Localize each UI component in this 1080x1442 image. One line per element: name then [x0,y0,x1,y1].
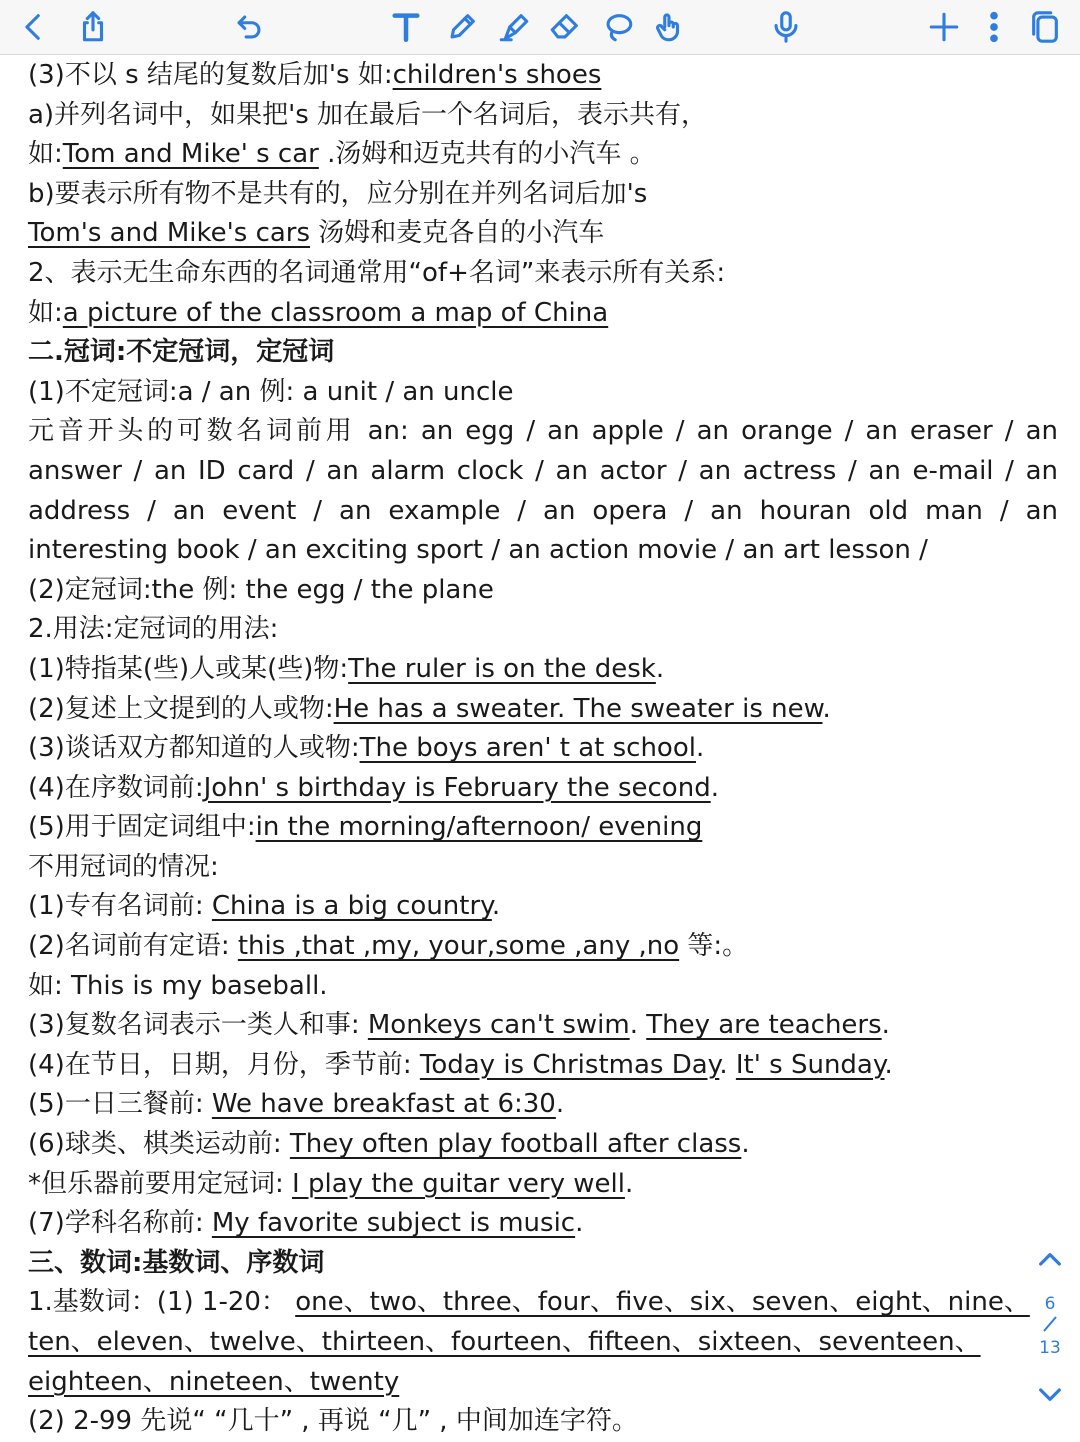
line-text: (3)复数名词表示一类人和事: [28,1010,368,1041]
note-line [28,927,1058,967]
note-line [28,808,1058,848]
line-text: 不用冠词的情况: [28,851,219,882]
note-line [28,1046,1058,1086]
note-line [28,769,1058,809]
lasso-icon[interactable] [596,5,640,49]
line-text: (1)专有名词前: [28,891,212,922]
line-text: *但乐器前要用定冠词: [28,1168,293,1199]
line-text: a)并列名词中，如果把's 加在最后一个名词后，表示共有， [28,99,708,130]
line-text: 三、数词:基数词、序数词 [28,1247,325,1278]
underlined-example: one、two、three、four、five、six、seven、eight、nine、 [295,1287,1030,1318]
underlined-example: in the morning/afternoon/ evening [255,812,703,843]
line-text: 二.冠词:不定冠词，定冠词 [28,337,335,368]
note-line [28,452,1058,492]
underlined-example: My favorite subject is music [211,1208,576,1239]
underlined-example: Tom's and Mike's cars [28,218,311,249]
note-line [28,1085,1058,1125]
line-text: . [884,1049,893,1080]
total-pages-number: 13 [1039,1338,1061,1358]
underlined-example: We have breakfast at 6:30 [211,1089,556,1120]
toolbar [0,0,1080,55]
eraser-icon[interactable] [543,5,587,49]
line-text: (4)在节日，日期，月份，季节前: [28,1049,420,1080]
line-text: . [624,1168,634,1199]
line-text: 等:。 [679,931,749,962]
note-line [28,887,1058,927]
note-line [28,412,1058,452]
line-text: 元音开头的可数名词前用 an: an egg / an apple / an orange / an eraser / an [28,416,1058,447]
line-text: 如: [28,297,63,328]
line-text: (3)谈话双方都知道的人或物: [28,733,360,764]
line-text: address / an event / an example / an opera / an houran old man / an [28,495,1058,526]
note-line [28,967,1058,1007]
note-line [28,1125,1058,1165]
line-text: 2.用法:定冠词的用法: [28,614,279,645]
line-text: . [710,772,719,803]
note-line [28,690,1058,730]
underlined-example: The boys aren' t at school [359,733,696,764]
line-text: 1.基数词：(1) 1-20： [28,1287,296,1318]
text-tool-icon[interactable] [384,5,428,49]
line-text: (5)用于固定词组中: [28,812,256,843]
note-line [28,571,1058,611]
line-text: . [491,891,501,922]
pages-icon[interactable] [1023,5,1067,49]
note-line [28,56,1058,96]
line-text: 如: This is my baseball. [28,970,328,1001]
underlined-example: Today is Christmas Day [419,1049,720,1080]
line-text: interesting book / an exciting sport / an action movie / an art lesson / [28,535,928,566]
page-navigator [1030,1240,1070,1410]
line-text: (2)名词前有定语: [28,931,238,962]
line-text: 如: [28,139,63,170]
note-line [28,1006,1058,1046]
note-line [28,492,1058,532]
note-line [28,1283,1058,1323]
underlined-example: this ,that ,my, your,some ,any ,no [237,931,680,962]
line-text: . [741,1129,750,1160]
note-line [28,135,1058,175]
note-content [28,56,1058,1442]
line-text: (1)不定冠词:a / an 例: a unit / an uncle [28,376,514,407]
back-icon[interactable] [12,5,56,49]
line-text: (2) 2-99 先说“ “几十” , 再说 “几” , 中间加连字符。 [28,1406,638,1437]
underlined-example: John' s birthday is February the second [203,772,711,803]
underlined-example: ten、eleven、twelve、thirteen、fourteen、fifteen、sixteen、seventeen、 [28,1327,981,1357]
add-icon[interactable] [922,5,966,49]
note-line [28,1323,1058,1363]
line-text: .汤姆和迈克共有的小汽车 。 [318,139,656,170]
microphone-icon[interactable] [764,5,808,49]
underlined-example: a picture of the classroom a map of China [62,297,609,328]
line-text: . [575,1208,584,1239]
underlined-example: Monkeys can't swim [367,1010,630,1041]
line-text: . [695,733,705,764]
note-line [28,373,1058,413]
note-line [28,729,1058,769]
note-line [28,175,1058,215]
note-line [28,848,1058,888]
highlighter-icon[interactable] [492,5,536,49]
underlined-example: I play the guitar very well [292,1168,625,1199]
note-line [28,610,1058,650]
hand-pointer-icon[interactable] [647,5,691,49]
underlined-example: The ruler is on the desk [348,653,656,684]
page-separator [1040,1314,1060,1334]
note-line [28,1204,1058,1244]
note-line [28,1402,1058,1442]
underlined-example: Tom and Mike' s car [62,139,319,170]
line-text: . [881,1010,890,1041]
underlined-example: eighteen、nineteen、twenty [28,1366,400,1397]
chevron-up-icon[interactable] [1034,1244,1066,1276]
note-line [28,650,1058,690]
underlined-example: They are teachers [646,1010,882,1041]
line-text: b)要表示所有物不是共有的，应分别在并列名词后加's [28,178,648,209]
line-text: (2)复述上文提到的人或物: [28,693,334,724]
note-line [28,96,1058,136]
note-line [28,294,1058,334]
section-heading [28,1244,1058,1284]
line-text: . [555,1089,565,1120]
line-text: (2)定冠词:the 例: the egg / the plane [28,574,494,605]
line-text: answer / an ID card / an alarm clock / an actor / an actress / an e-mail / an [28,455,1058,486]
line-text: (5)一日三餐前: [28,1089,212,1120]
note-line [28,531,1058,571]
undo-icon[interactable] [227,5,271,49]
line-text: (1)特指某(些)人或某(些)物: [28,653,349,684]
share-icon[interactable] [71,5,115,49]
note-line [28,214,1058,254]
note-line [28,1363,1058,1403]
chevron-down-icon[interactable] [1034,1378,1066,1410]
line-text: . [655,653,665,684]
underlined-example: children's shoes [392,60,602,90]
line-text: . [719,1049,736,1080]
pen-icon[interactable] [440,5,484,49]
underlined-example: They often play football after class [289,1129,742,1160]
line-text: . [629,1010,647,1041]
line-text: (3)不以 s 结尾的复数后加's 如: [28,60,393,90]
line-text: 汤姆和麦克各自的小汽车 [310,218,605,249]
line-text: (7)学科名称前: [28,1208,212,1239]
line-text: (6)球类、棋类运动前: [28,1129,290,1160]
line-text: (4)在序数词前: [28,772,204,803]
underlined-example: China is a big country [211,891,492,922]
current-page-number: 6 [1044,1294,1056,1314]
line-text: 2、表示无生命东西的名词通常用“of+名词”来表示所有关系: [28,257,726,288]
note-line [28,254,1058,294]
section-heading [28,333,1058,373]
underlined-example: He has a sweater. The sweater is new [333,693,823,724]
underlined-example: It' s Sunday [735,1049,885,1080]
more-icon[interactable] [972,5,1016,49]
note-line [28,1165,1058,1205]
line-text: . [822,693,831,724]
